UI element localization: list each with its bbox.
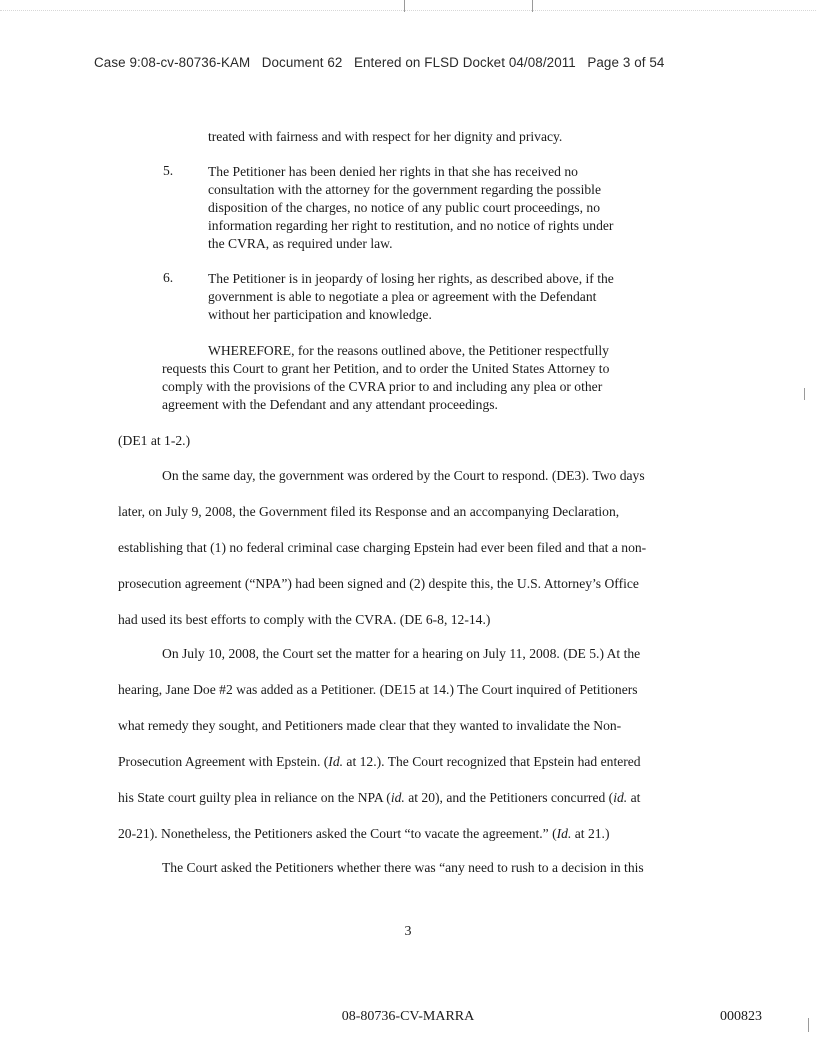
paragraph-court-question [118,850,708,886]
scan-mark [404,0,405,12]
text-span: at 21.) [571,826,610,841]
case-number: Case 9:08-cv-80736-KAM [94,55,251,70]
bates-case-label: 08-80736-CV-MARRA [341,1009,475,1024]
text-line: without her participation and knowledge. [208,307,432,322]
text-line: On the same day, the government was ordered by the Court to respond. (DE3). Two days [162,468,645,483]
text-line: hearing, Jane Doe #2 was added as a Petitioner. (DE15 at 14.) The Court inquired of Petitioners [118,682,638,697]
text-line: The Petitioner has been denied her rights in that she has received no [208,164,578,179]
text-span: 20-21). Nonetheless, the Petitioners asked the Court “to vacate the agreement.” ( [118,826,557,841]
text-line: The Petitioner is in jeopardy of losing her rights, as described above, if the [208,271,614,286]
quoted-item-5 [208,163,678,253]
id-citation: Id. [556,826,572,841]
text-line: government is able to negotiate a plea or agreement with the Defendant [208,289,597,304]
scan-mark [804,388,805,400]
docket-header [94,55,664,70]
text-span: at 20), and the Petitioners concurred ( [404,790,614,805]
scan-mark [532,0,533,12]
text-line: prosecution agreement (“NPA”) had been signed and (2) despite this, the U.S. Attorney’s Office [118,576,639,591]
item-number: 5. [163,163,174,178]
text-line: agreement with the Defendant and any attendant proceedings. [162,397,498,412]
item-number: 6. [163,270,174,285]
text-line: On July 10, 2008, the Court set the matter for a hearing on July 11, 2008. (DE 5.) At the [162,646,641,661]
text-line: establishing that (1) no federal criminal case charging Epstein had ever been filed and that a non- [118,540,647,555]
bates-number: 000823 [720,1009,762,1024]
wherefore-clause [162,342,682,414]
id-citation: Id. [328,754,344,769]
text-line: what remedy they sought, and Petitioners made clear that they wanted to invalidate the Non- [118,718,622,733]
text-span: at 12.). The Court recognized that Epstein had entered [343,754,641,769]
text-line: had used its best efforts to comply with the CVRA. (DE 6-8, 12-14.) [118,612,491,627]
quote-continuation: treated with fairness and with respect for her dignity and privacy. [208,129,563,144]
text-line [118,780,708,816]
scan-edge-artifact [0,0,816,11]
page-number: 3 [404,924,412,939]
text-line: WHEREFORE, for the reasons outlined above, the Petitioner respectfully [208,343,609,358]
text-line: later, on July 9, 2008, the Government filed its Response and an accompanying Declaration, [118,504,620,519]
text-line: information regarding her right to restitution, and no notice of rights under [208,218,614,233]
text-line: requests this Court to grant her Petition, and to order the United States Attorney to [162,361,610,376]
text-line [118,816,708,852]
quoted-item-6 [208,270,678,324]
paragraph-government-response [118,458,708,638]
id-citation: id. [613,790,628,805]
text-line: comply with the provisions of the CVRA prior to and including any plea or other [162,379,603,394]
docket-citation: (DE1 at 1-2.) [118,433,191,448]
text-span: at [627,790,641,805]
text-span: Prosecution Agreement with Epstein. ( [118,754,329,769]
text-line: The Court asked the Petitioners whether there was “any need to rush to a decision in this [162,860,644,875]
entered-on-docket: Entered on FLSD Docket 04/08/2011 [353,55,576,70]
page-of-total: Page 3 of 54 [587,55,665,70]
text-line: consultation with the attorney for the government regarding the possible [208,182,601,197]
text-span: his State court guilty plea in reliance on the NPA ( [118,790,391,805]
text-line: the CVRA, as required under law. [208,236,393,251]
document-number: Document 62 [261,55,343,70]
text-line [118,744,708,780]
text-line: disposition of the charges, no notice of any public court proceedings, no [208,200,600,215]
paragraph-hearing [118,636,708,852]
id-citation: id. [390,790,405,805]
